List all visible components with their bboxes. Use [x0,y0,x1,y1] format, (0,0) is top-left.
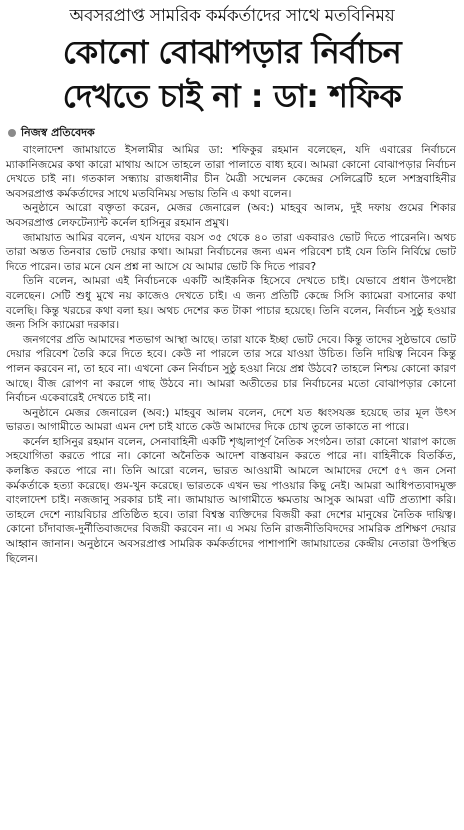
article-paragraph: তিনি বলেন, আমরা এই নির্বাচনকে একটি আইকনিক হিসেবে দেখতে চাই। যেভাবে প্রধান উপদেষ্টা বলেছেন। সেটি শুধু মুখে নয় কাজেও দেখতে চাই। এ জন্য প্রতিটি কেন্দ্রে সিসি ক্যামেরা বসানোর কথা বলেছি। কিন্তু খরচের কথা বলা হয়। অথচ দেশের কত টাকা পাচার হয়েছে। তিনি বলেন, নির্বাচন সুষ্ঠু হওয়ার জন্য সিসি ক্যামেরা দরকার। [6,275,456,332]
article-headline [6,30,458,118]
bullet-icon [8,129,16,137]
article-paragraph: জনগণের প্রতি আমাদের শতভাগ আস্থা আছে। তারা যাকে ইচ্ছা ভোট দেবে। কিন্তু তাদের সুষ্ঠভাবে ভোট দেয়ার পরিবেশ তৈরি করে দিতে হবে। কেউ না পারলে তার সরে যাওয়া উচিত। তিনি দায়িত্ব নিবেন কিন্তু পালন করবেন না, তা হবে না। এখনো কেন নির্বাচন সুষ্ঠু হওয়া নিয়ে প্রশ্ন উঠবে? তাহলে নিশ্চয় কোনো কারণ আছে। বীজ রোপণ না করলে গাছ উঠবে না। আমরা অতীতের চার নির্বাচনের মতো বোঝাপড়ার কোনো নির্বাচন একেবারেই দেখতে চাই না। [6,333,456,405]
headline-line-2: দেখতে চাই না : ডা: শফিক [62,77,402,115]
headline-line-1: কোনো বোঝাপড়ার নির্বাচন [62,33,402,71]
article-paragraph: অনুষ্ঠানে আরো বক্তৃতা করেন, মেজর জেনারেল (অব:) মাহবুব আলম, দুই দফায় গুমের শিকার অবসরপ্রাপ্ত লেফটেন্যান্ট কর্নেল হাসিনুর রহমান প্রমুখ। [6,202,456,229]
article-paragraph: অনুষ্ঠানে মেজর জেনারেল (অব:) মাহবুব আলম বলেন, দেশে যত ধ্বংসযজ্ঞ হয়েছে তার মূল উৎস ভারত। আগামীতে আমরা এমন দেশ চাই যাতে কেউ আমাদের দিকে চোখ তুলে তাকাতে না পারে। [6,406,456,434]
byline-text: নিজস্ব প্রতিবেদক [21,125,95,139]
article-paragraph: বাংলাদেশ জামায়াতে ইসলামীর আমির ডা: শফিকুর রহমান বলেছেন, যদি এবারের নির্বাচনে ম্যাকানিজমের কথা কারো মাথায় আসে তাহলে তারা পালাতে বাধ্য হবে। আমরা কোনো বোঝাপড়ার নির্বাচন দেখতে চাই না। গতকাল সন্ধ্যায় রাজধানীর চীন মৈত্রী সম্মেলন কেন্দ্রের সেলিব্রেটি হলে সশস্ত্রবাহিনীর অবসরপ্রাপ্ত কর্মকর্তাদের সাথে মতবিনিময় সভায় তিনি এ কথা বলেন। [6,144,456,200]
article-kicker: অবসরপ্রাপ্ত সামরিক কর্মকর্তাদের সাথে মতবিনিময় [69,6,395,26]
byline [6,126,458,140]
article-paragraph: কর্নেল হাসিনুর রহমান বলেন, সেনাবাহিনী একটি শৃঙ্খলাপূর্ণ নৈতিক সংগঠন। তারা কোনো খারাপ কাজে সহযোগিতা করতে পারে না। কোনো অনৈতিক আদেশ বাস্তবায়ন করতে পারে না। বাহিনীকে বিতর্কিত, কলঙ্কিত করতে পারে না। তিনি আরো বলেন, ভারত আওয়ামী আমলে আমাদের দেশে ৫৭ জন সেনা কর্মকর্তাকে হত্যা করেছে। গুম-খুন করেছে। ভারতকে এখন ভয় পাওয়ার কিছু নেই। আমরা আধিপত্যবাদমুক্ত বাংলাদেশ চাই। নজজানু সরকার চাই না। জামায়াত আগামীতে ক্ষমতায় আসুক আমরা এটি প্রত্যাশা করি। তাহলে দেশে ন্যায়বিচার প্রতিষ্ঠিত হবে। তারা বিশ্বস্ত ব্যক্তিদের বিজয়ী করা দেশের মানুষের নৈতিক দায়িত্ব। কোনো চাঁদাবাজ-দুর্নীতিবাজদের বিজয়ী করবেন না। এ সময় তিনি রাজনীতিবিদদের সামরিক প্রশিক্ষণ দেয়ার আহ্বান জানান। অনুষ্ঠানে অবসরপ্রাপ্ত সামরিক কর্মকর্তাদের পাশাপাশি জামায়াতের কেন্দ্রীয় নেতারা উপস্থিত ছিলেন। [6,435,456,565]
article-paragraph: জামায়াত আমির বলেন, এখন যাদের বয়স ৩৫ থেকে ৪০ তারা একবারও ভোট দিতে পারেননি। অথচ তারা অন্তত তিনবার ভোট দেয়ার কথা। আমরা নির্বাচনের জন্য এমন পরিবেশ চাই যেন তিনি নির্বিঘ্নে ভোট দিতে পারেন। তার মনে যেন প্রশ্ন না আসে যে আমার ভোট কি দিতে পারব? [6,231,456,273]
article-body [6,143,458,566]
